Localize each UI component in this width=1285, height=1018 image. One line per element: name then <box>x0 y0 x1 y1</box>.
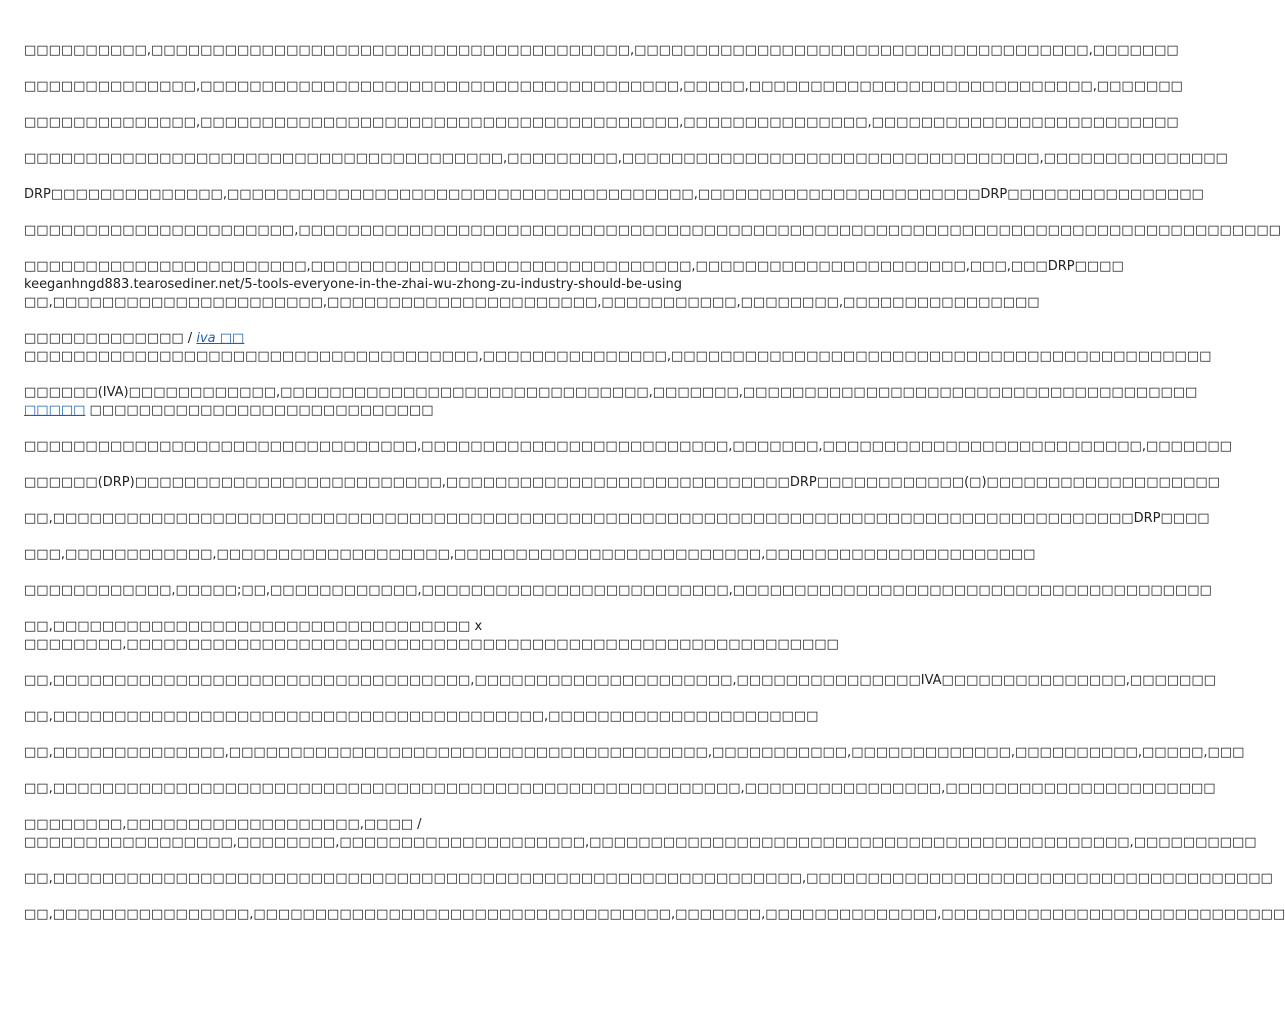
text-segment: □□□□□□□□□□□□□□□□□□□□□□□□□□□□ <box>85 403 434 418</box>
text-segment: □□,□□□□□□□□□□□□□□□□□□□□□□□□□□□□□□□□□□,□□□□□□□□□□□□□□□□□□□□□,□□□□□□□□□□□□□□□IVA□□□□□□□□□□□□□□□,□□□□□□□ <box>24 673 1216 688</box>
paragraph <box>24 672 1216 690</box>
paragraph-line <box>24 276 720 294</box>
text-segment: □□,□□□□□□□□□□□□□□□□□□□□□□□□□□□□□□□□□□□□□□□□,□□□□□□□□□□□□□□□□□□□□□□ <box>24 709 819 724</box>
paragraph <box>24 618 839 654</box>
text-segment: □□□□□□□□□□□□□ / <box>24 331 197 346</box>
text-segment: □□,□□□□□□□□□□□□□□□□□□□□□□□□□□□□□□□□□□□□□□□□□□□□□□□□□□□□□□□□,□□□□□□□□□□□□□□□□,□□□□□□□□□□□□□□□□□□□□□□ <box>24 781 1216 796</box>
paragraph <box>24 870 1273 888</box>
paragraph <box>24 330 1212 366</box>
text-segment: □□□□□□□□□□□□□□□□□□□□□□□,□□□□□□□□□□□□□□□□□□□□□□□□□□□□□□□,□□□□□□□□□□□□□□□□□□□□□□,□□□,□□□DRP□□□□ <box>24 259 1124 274</box>
paragraph <box>24 78 1183 96</box>
paragraph-line <box>24 114 1179 132</box>
paragraph-line <box>24 384 1198 402</box>
text-segment: □□,□□□□□□□□□□□□□□□□□□□□□□□□□□□□□□□□□□□□□□□□□□□□□□□□□□□□□□□□□□□□□□□□□□□□□□□□□□□□□□□□□□□□□□□□DRP□□□□ <box>24 511 1210 526</box>
paragraph <box>24 150 1228 168</box>
text-segment: □□,□□□□□□□□□□□□□□□□□□□□□□,□□□□□□□□□□□□□□□□□□□□□□,□□□□□□□□□□□,□□□□□□□□,□□□□□□□□□□□□□□□□ <box>24 295 1040 310</box>
paragraph-line <box>24 582 1212 600</box>
paragraph <box>24 546 1036 564</box>
paragraph-line <box>24 744 1245 762</box>
paragraph-line <box>24 330 720 348</box>
text-segment: □□□□□□□□□□□□,□□□□□;□□,□□□□□□□□□□□□,□□□□□□□□□□□□□□□□□□□□□□□□□,□□□□□□□□□□□□□□□□□□□□□□□□□□□□□□□□□□□□□□□ <box>24 583 1212 598</box>
text-segment: keeganhngd883.tearosediner.net/5-tools-everyone-in-the-zhai-wu-zhong-zu-industry-should-be-using <box>24 277 682 292</box>
paragraph-line <box>24 294 1040 312</box>
text-segment: □□□□□□□□□□□□□□□□□□□□□□□□□□□□□□□□□□□□□□□,□□□□□□□□□,□□□□□□□□□□□□□□□□□□□□□□□□□□□□□□□□□□,□□□□□□□□□□□□□□□ <box>24 151 1228 166</box>
paragraph-line <box>24 474 1220 492</box>
paragraph <box>24 384 1198 420</box>
text-segment: □□□□□□□□□□□□□□□□□,□□□□□□□□,□□□□□□□□□□□□□□□□□□□□,□□□□□□□□□□□□□□□□□□□□□□□□□□□□□□□□□□□□□□□□□□□□,□□□□□□□□□□ <box>24 835 1257 850</box>
paragraph <box>24 42 1179 60</box>
inline-link[interactable]: □□□□□ <box>24 403 86 418</box>
paragraph <box>24 474 1220 492</box>
paragraph <box>24 708 819 726</box>
paragraph <box>24 906 1285 924</box>
text-segment: □□□□□□(DRP)□□□□□□□□□□□□□□□□□□□□□□□□□,□□□□□□□□□□□□□□□□□□□□□□□□□□□□DRP□□□□□□□□□□□□(□)□□□□□□□□□□□□□□□□□□□ <box>24 475 1220 490</box>
text-segment: □□□□□□□□□□,□□□□□□□□□□□□□□□□□□□□□□□□□□□□□□□□□□□□□□□,□□□□□□□□□□□□□□□□□□□□□□□□□□□□□□□□□□□□□,□□□□□□□ <box>24 43 1179 58</box>
paragraph-line <box>24 708 819 726</box>
paragraph-line <box>24 150 1228 168</box>
paragraph <box>24 438 1232 456</box>
text-segment: □□,□□□□□□□□□□□□□□,□□□□□□□□□□□□□□□□□□□□□□□□□□□□□□□□□□□□□□□,□□□□□□□□□□□,□□□□□□□□□□□□□,□□□□□□□□□□,□□□□□,□□□ <box>24 745 1245 760</box>
text-segment: □□□□□□□□,□□□□□□□□□□□□□□□□□□□□□□□□□□□□□□□□□□□□□□□□□□□□□□□□□□□□□□□□□□ <box>24 637 839 652</box>
paragraph <box>24 582 1212 600</box>
text-segment: □□□□□□□□□□□□□□□□□□□□□□,□□□□□□□□□□□□□□□□□□□□□□□□□□□□□□□□□□□□□□□□□□□□□□□□□□□□□□□□□□□□□□□□□□□□□□□□□□□□□□□□ <box>24 223 1281 238</box>
paragraph <box>24 114 1179 132</box>
text-segment: DRP□□□□□□□□□□□□□□,□□□□□□□□□□□□□□□□□□□□□□□□□□□□□□□□□□□□□□,□□□□□□□□□□□□□□□□□□□□□□□DRP□□□□□□□□□□□□□□□□ <box>24 187 1204 202</box>
paragraph-line <box>24 672 1216 690</box>
text-segment: □□□□□□□□□□□□□□□□□□□□□□□□□□□□□□□□,□□□□□□□□□□□□□□□□□□□□□□□□□,□□□□□□□,□□□□□□□□□□□□□□□□□□□□□□□□□□,□□□□□□□ <box>24 439 1232 454</box>
paragraph <box>24 258 1124 312</box>
text-segment: □□□□□□□□□□□□□□□□□□□□□□□□□□□□□□□□□□□□□,□□□□□□□□□□□□□□□,□□□□□□□□□□□□□□□□□□□□□□□□□□□□□□□□□□□□□□□□□□□□ <box>24 349 1212 364</box>
paragraph-line <box>24 618 720 636</box>
text-segment: □□□□□□□□,□□□□□□□□□□□□□□□□□□□,□□□□ / <box>24 817 422 832</box>
paragraph <box>24 816 1257 852</box>
paragraph-line <box>24 402 720 420</box>
text-segment: □□□□□□□□□□□□□□,□□□□□□□□□□□□□□□□□□□□□□□□□□□□□□□□□□□□□□□,□□□□□,□□□□□□□□□□□□□□□□□□□□□□□□□□□□,□□□□□□□ <box>24 79 1183 94</box>
text-segment: □□,□□□□□□□□□□□□□□□□□□□□□□□□□□□□□□□□□□ x <box>24 619 483 634</box>
paragraph <box>24 510 1210 528</box>
inline-link[interactable]: iva □□ <box>196 331 245 346</box>
paragraph-line <box>24 780 1216 798</box>
paragraph-line <box>24 906 1285 924</box>
paragraph <box>24 186 1204 204</box>
text-segment: □□□,□□□□□□□□□□□□,□□□□□□□□□□□□□□□□□□□,□□□□□□□□□□□□□□□□□□□□□□□□□,□□□□□□□□□□□□□□□□□□□□□□ <box>24 547 1036 562</box>
text-segment: □□□□□□(IVA)□□□□□□□□□□□□,□□□□□□□□□□□□□□□□□□□□□□□□□□□□□□,□□□□□□□,□□□□□□□□□□□□□□□□□□□□□□□□□□□□□□□□□□□□□ <box>24 385 1198 400</box>
text-segment: □□,□□□□□□□□□□□□□□□□,□□□□□□□□□□□□□□□□□□□□□□□□□□□□□□□□□□,□□□□□□□,□□□□□□□□□□□□□□,□□□□□□□□□□□□□□□□□□□□□□□□□□□□ <box>24 907 1285 922</box>
paragraph-line <box>24 546 1036 564</box>
paragraph-line <box>24 870 1273 888</box>
paragraph <box>24 780 1216 798</box>
paragraph-line <box>24 834 1257 852</box>
paragraph-line <box>24 636 839 654</box>
paragraph-line <box>24 510 1210 528</box>
paragraph-line <box>24 816 720 834</box>
paragraph-line <box>24 258 1124 276</box>
paragraph-line <box>24 438 1232 456</box>
paragraph-line <box>24 78 1183 96</box>
text-segment: □□,□□□□□□□□□□□□□□□□□□□□□□□□□□□□□□□□□□□□□□□□□□□□□□□□□□□□□□□□□□□□□,□□□□□□□□□□□□□□□□□□□□□□□□□□□□□□□□□□□□□□ <box>24 871 1273 886</box>
paragraph <box>24 222 1281 240</box>
paragraph <box>24 744 1245 762</box>
text-segment: □□□□□□□□□□□□□□,□□□□□□□□□□□□□□□□□□□□□□□□□□□□□□□□□□□□□□□,□□□□□□□□□□□□□□□,□□□□□□□□□□□□□□□□□□□□□□□□□ <box>24 115 1179 130</box>
paragraph-line <box>24 222 1281 240</box>
paragraph-line <box>24 42 1179 60</box>
paragraph-line <box>24 348 1212 366</box>
paragraph-line <box>24 186 1204 204</box>
